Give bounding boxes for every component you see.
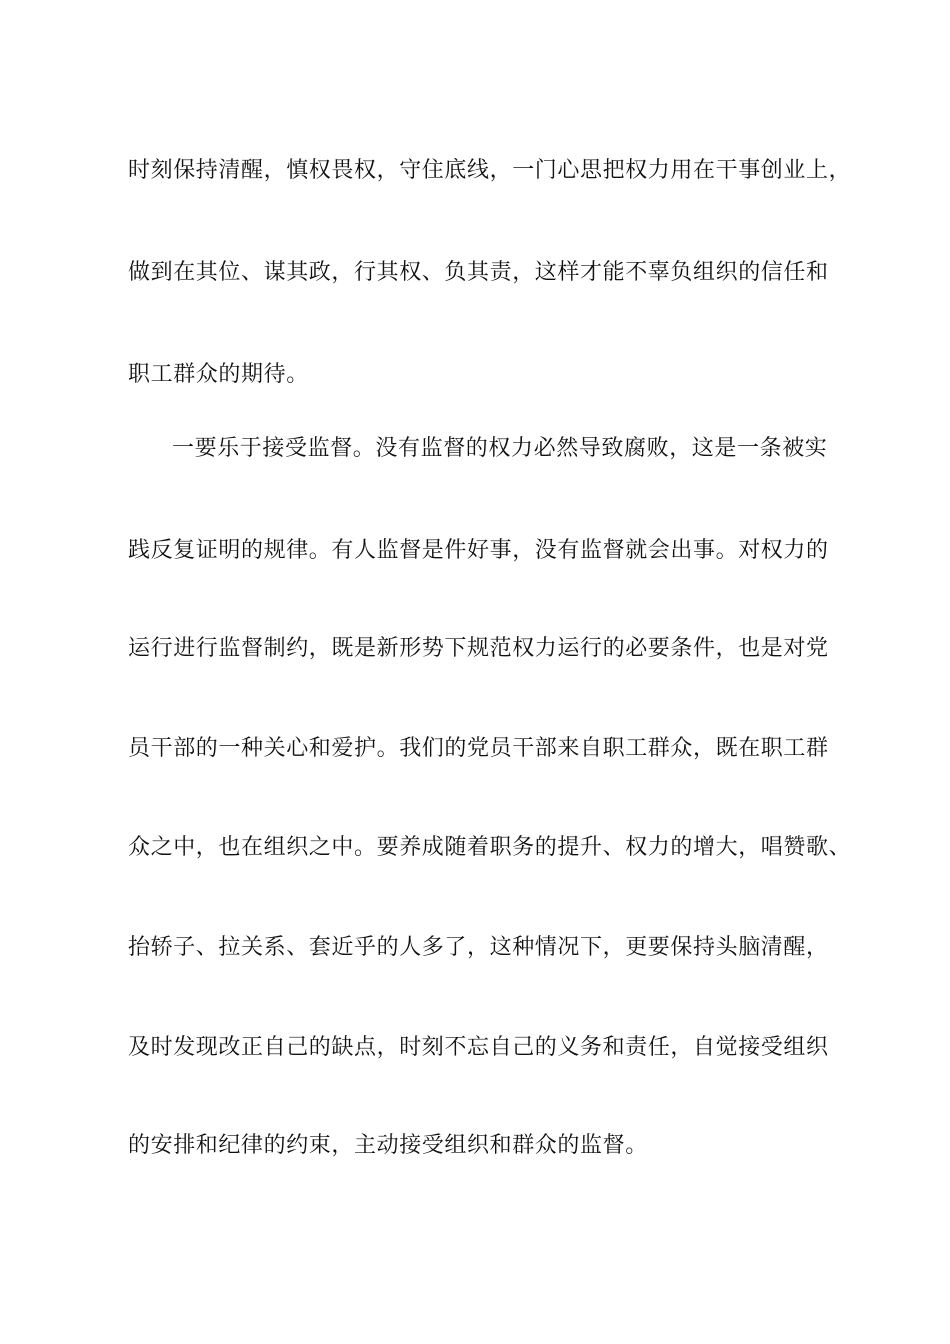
- text-line: 做到在其位、谋其政，行其权、负其责，这样才能不辜负组织的信任和: [128, 260, 829, 285]
- text-line: 职工群众的期待。: [128, 362, 309, 387]
- text-line: 及时发现改正自己的缺点，时刻不忘自己的义务和责任，自觉接受组织: [128, 1035, 829, 1060]
- text-line: 践反复证明的规律。有人监督是件好事，没有监督就会出事。对权力的: [128, 538, 829, 563]
- text-line: 的安排和纪律的约束，主动接受组织和群众的监督。: [128, 1133, 648, 1158]
- paragraph-first-line: 一要乐于接受监督。没有监督的权力必然导致腐败，这是一条被实: [172, 436, 828, 461]
- text-line: 员干部的一种关心和爱护。我们的党员干部来自职工群众，既在职工群: [128, 736, 829, 761]
- text-line: 抬轿子、拉关系、套近乎的人多了，这种情况下，更要保持头脑清醒，: [128, 935, 829, 960]
- text-line: 众之中，也在组织之中。要养成随着职务的提升、权力的增大，唱赞歌、: [128, 835, 852, 860]
- text-line: 运行进行监督制约，既是新形势下规范权力运行的必要条件，也是对党: [128, 636, 829, 661]
- text-line: 时刻保持清醒，慎权畏权，守住底线，一门心思把权力用在干事创业上，: [128, 158, 852, 183]
